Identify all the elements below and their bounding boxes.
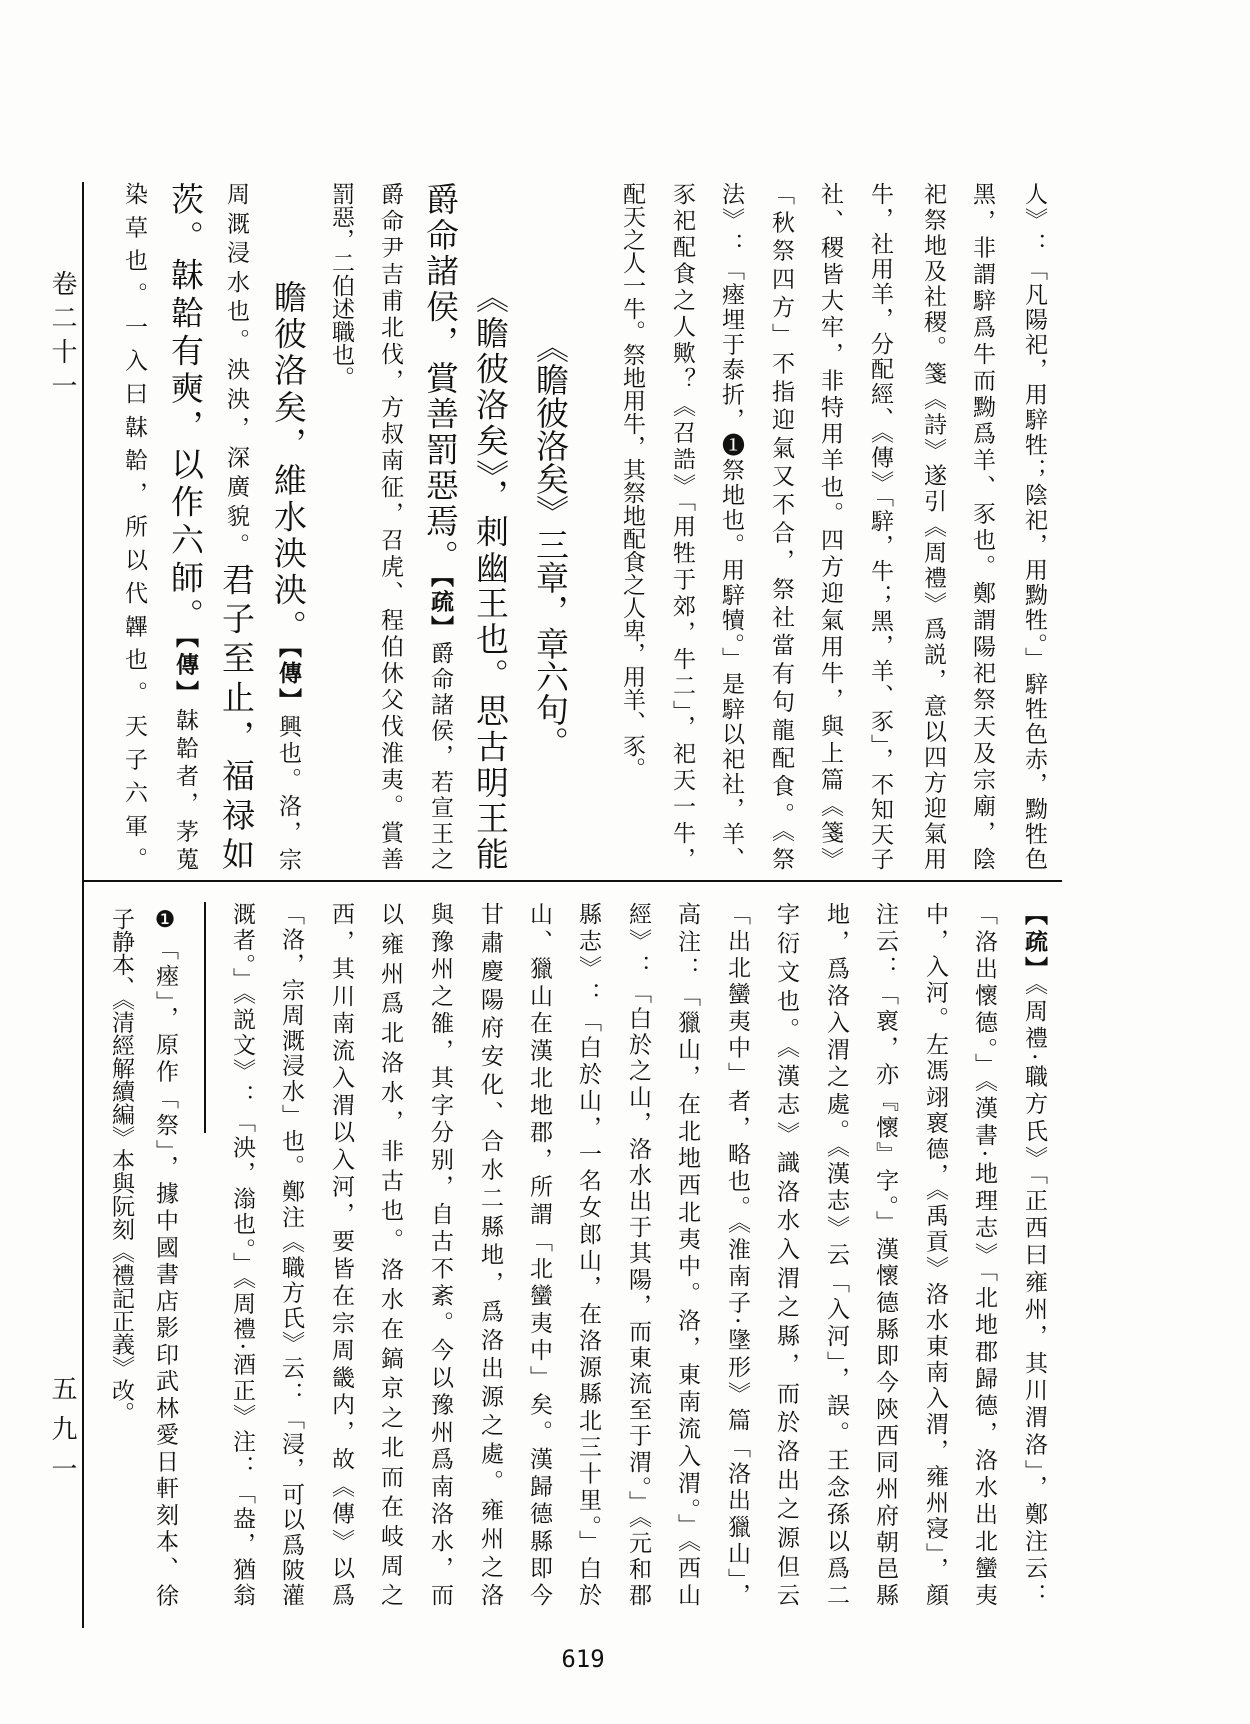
lower-column-12: 甘肅慶陽府安化、合水二縣地，爲洛出源之處。雍州之洛 <box>477 902 503 1606</box>
lower-column-9: 經》：「白於之山，洛水出于其陽，而東流至于渭。」《元和郡 <box>625 902 651 1606</box>
upper-column-4: 牛，社用羊，分配經、《傳》「騂，牛；黑，羊、豕」，不知天子 <box>867 182 893 870</box>
upper-column-12 <box>418 182 462 870</box>
page-number: 619 <box>561 1645 605 1673</box>
footnote-mark: ❶ <box>152 907 178 937</box>
upper-column-1: 人》：「凡陽祀，用騂牲；陰祀，用黝牲。」騂牲色赤，黝牲色 <box>1021 182 1047 870</box>
lower-column-8: 高注：「獵山，在北地西北夷中。洛，東南流入渭。」《西山 <box>674 902 700 1606</box>
upper-column-5: 社、稷皆大牢，非特用羊也。四方迎氣用牛，與上篇《箋》 <box>817 182 843 870</box>
upper-column-14: 罰惡，二伯述職也。 <box>328 182 354 389</box>
lower-column-16: 「洛，宗周溉浸水」也。鄭注《職方氏》云：「浸，可以爲陂灌 <box>278 902 304 1606</box>
main-text: 瞻彼洛矣，維水泱泱。 <box>269 280 308 646</box>
lower-column-5: 地，爲洛入渭之處。《漢志》云「入河」，誤。王念孫以爲二 <box>823 902 849 1606</box>
commentary-marker: 【傳】 <box>172 635 199 708</box>
upper-column-3: 祀祭地及社稷。箋《詩》遂引《周禮》爲説，意以四方迎氣用 <box>920 182 946 870</box>
chapter-label: 卷二十一 <box>47 270 77 406</box>
upper-column-17 <box>163 182 207 870</box>
main-text: 茨。韎韐有奭，以作六師。 <box>166 182 205 636</box>
lower-column-13: 與豫州之雒，其字分别，自古不紊。今以豫州爲南洛水，而 <box>427 902 453 1606</box>
commentary-text: 爵命諸侯，若宣王之 <box>427 641 453 870</box>
footnote-rule <box>204 902 206 1133</box>
lower-column-10: 縣志》：「白於山，一名女郎山，在洛源縣北三十里。」白於 <box>575 902 601 1606</box>
upper-column-9: 配天之人一牛。祭地用牛，其祭地配食之人卑，用羊、豕。 <box>619 182 645 780</box>
lower-column-15: 西，其川南流入渭以入河，要皆在宗周畿内，故《傳》以爲 <box>328 902 354 1606</box>
commentary-marker: 【疏】 <box>427 575 454 641</box>
upper-column-18: 染草也。一入曰韎韐，所以代韠也。天子六軍。 <box>121 182 147 870</box>
commentary-text: 周溉浸水也。泱泱，深廣貌。 <box>223 182 249 563</box>
upper-column-8: 豕祀配食之人歟？《召誥》「用牲于郊，牛二」，祀天一牛， <box>669 182 695 870</box>
footnote-text: 「瘞」，原作「祭」，據中國書店影印武林愛日軒刻本、徐 <box>152 936 178 1607</box>
lower-column-7: 「出北蠻夷中」者，略也。《淮南子·墬形》篇「洛出獵山」， <box>724 902 750 1606</box>
upper-column-7: 法》：「瘞埋于泰折，❶祭地也。用騂犢。」是騂以祀社，羊、 <box>718 182 744 870</box>
preface-line: 《瞻彼洛矣》，刺幽王也。思古明王能 <box>471 280 510 870</box>
lower-column-2: 「洛出懷德。」《漢書·地理志》「北地郡歸德，洛水出北蠻夷 <box>971 902 997 1606</box>
folio-number: 五九一 <box>47 1375 77 1495</box>
lower-column-11: 山、獵山在漢北地郡，所謂「北蠻夷中」矣。漢歸德縣即今 <box>526 902 552 1606</box>
commentary-text: 韎韐者，茅蒐 <box>172 707 198 871</box>
lower-column-17: 溉者。」《説文》：「泱，滃也。」《周禮·酒正》注：「盎，猶翁 <box>229 902 255 1606</box>
upper-column-16 <box>214 182 258 870</box>
lower-column-6: 字衍文也。《漢志》識洛水入渭之縣，而於洛出之源但云 <box>773 902 799 1606</box>
lower-column-3: 中，入河。左馮翊褱德，《禹貢》洛水東南入渭，雍州寖」，顔 <box>922 902 948 1606</box>
upper-column-6: 「秋祭四方」不指迎氣又不合，祭社當有句龍配食。《祭 <box>768 182 794 870</box>
upper-column-2: 黑，非謂騂爲牛而黝爲羊、豕也。鄭謂陽祀祭天及宗廟，陰 <box>969 182 995 870</box>
footnote-column-1 <box>143 907 187 1606</box>
lower-column-1 <box>1012 902 1056 1606</box>
upper-column-13: 爵命尹吉甫北伐，方叔南征，召虎、程伯休父伐淮夷。賞善 <box>377 182 403 870</box>
lower-column-14: 以雍州爲北洛水，非古也。洛水在鎬京之北而在岐周之 <box>377 902 403 1606</box>
chapter-count-line: 《瞻彼洛矣》三章，章六句。 <box>531 330 570 759</box>
commentary-marker: 【疏】 <box>1021 902 1048 984</box>
footnote-column-2: 子静本、《清經解續編》本與阮刻《禮記正義》改。 <box>108 907 134 1425</box>
section-rule <box>82 880 1062 882</box>
main-text: 君子至止，福禄如 <box>217 562 256 870</box>
upper-column-15 <box>266 280 310 870</box>
lower-column-4: 注云：「褱，亦『懷』字。」漢懷德縣即今陝西同州府朝邑縣 <box>872 902 898 1606</box>
commentary-text: 《周禮·職方氏》「正西曰雍州，其川渭洛」，鄭注云： <box>1021 983 1047 1607</box>
commentary-marker: 【傳】 <box>275 645 302 715</box>
main-text: 爵命諸侯，賞善罰惡焉。 <box>421 182 460 576</box>
margin-rule <box>82 182 84 1628</box>
commentary-text: 興也。洛，宗 <box>275 714 301 871</box>
